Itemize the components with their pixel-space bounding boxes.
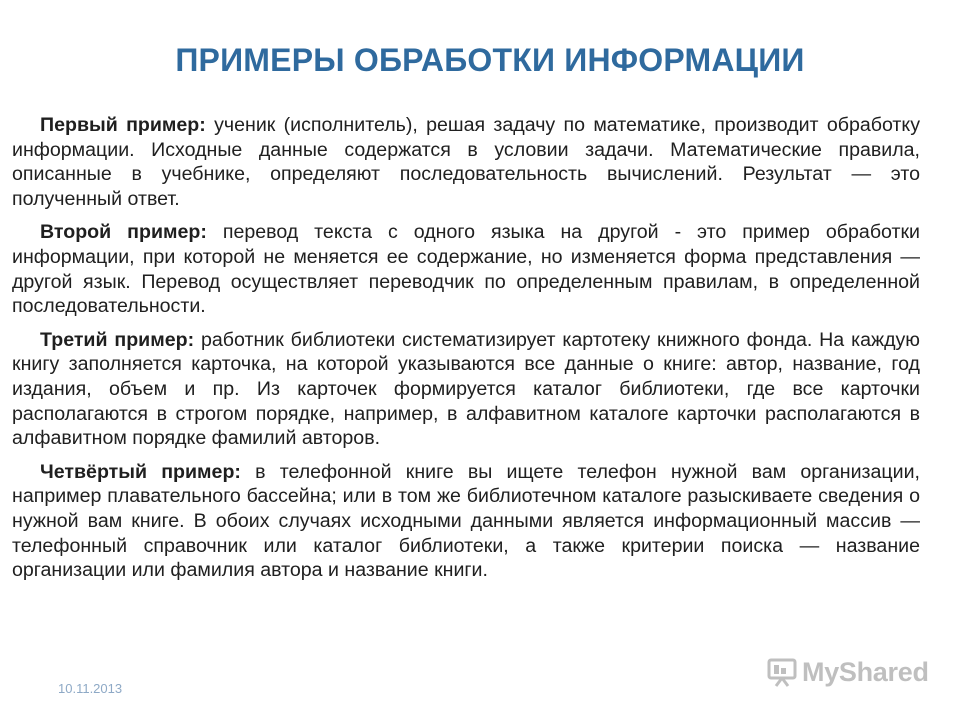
slide-title: ПРИМЕРЫ ОБРАБОТКИ ИНФОРМАЦИИ [175, 42, 805, 78]
watermark [766, 656, 929, 688]
paragraph-4 [12, 460, 920, 583]
slide-body [12, 113, 920, 592]
slide-date: 10.11.2013 [58, 681, 123, 696]
paragraph-2 [12, 220, 920, 318]
paragraph-4-text: в телефонной книге вы ищете телефон нужной вам организации, например плавательного бассейна; или в том же библиотечном каталоге разыскиваете сведения о нужной вам книге. В обоих случаях исходными данными является информационный массив — телефонный справочник или каталог библиотеки, а также критерии поиска — название организации или фамилия автора и название книги. [12, 460, 920, 582]
watermark-text: MyShared [802, 656, 929, 687]
paragraph-2-text: перевод текста с одного языка на другой - это пример обработки информации, при которой не меняется ее содержание, но изменяется форма представления — другой язык. Перевод осуществляет переводчик по определенным правилам, в определенной последовательности. [12, 221, 920, 318]
paragraph-1 [12, 113, 920, 211]
paragraph-1-text: ученик (исполнитель), решая задачу по математике, производит обработку информации. Исходные данные содержатся в условии задачи. Математические правила, описанные в учебнике, определяют последовательность вычислений. Результат — это полученный ответ. [12, 114, 920, 210]
paragraph-4-lead: Четвёртый пример: [40, 460, 241, 483]
presentation-icon [766, 656, 798, 688]
paragraph-2-lead: Второй пример: [40, 221, 207, 244]
paragraph-3-lead: Третий пример: [40, 328, 195, 351]
paragraph-1-lead: Первый пример: [40, 114, 206, 136]
paragraph-3-text: работник библиотеки систематизирует картотеку книжного фонда. На каждую книгу заполняется карточка, на которой указываются все данные о книге: автор, название, год издания, объем и пр. Из карточек формируется каталог библиотеки, где все карточки располагаются в строгом порядке, например, в алфавитном каталоге карточки располагаются в алфавитном порядке фамилий авторов. [12, 328, 920, 450]
paragraph-3 [12, 328, 920, 451]
